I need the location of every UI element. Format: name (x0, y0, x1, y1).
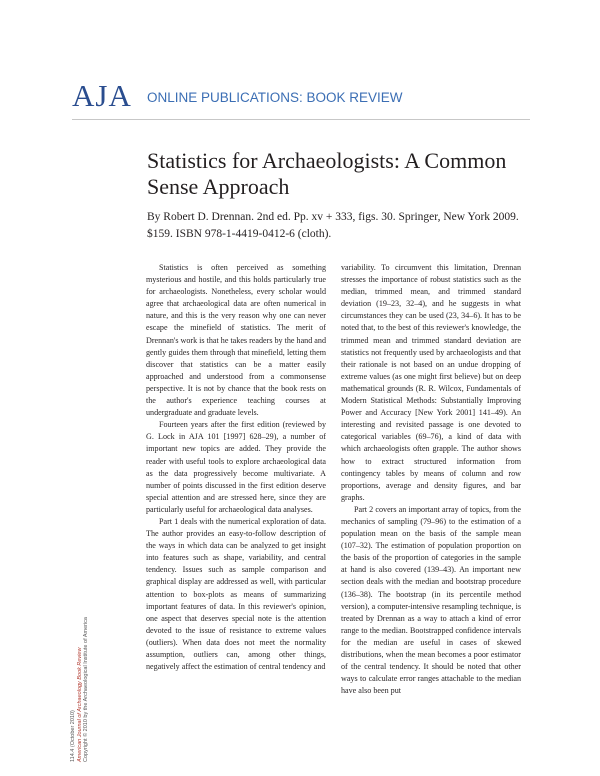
body-column-left (146, 262, 326, 673)
section-label: ONLINE PUBLICATIONS: BOOK REVIEW (147, 90, 403, 105)
body-column-right (341, 262, 521, 697)
copyright-label: Copyright © 2010 by the Archaeological Institute of America (83, 617, 89, 762)
masthead (72, 80, 532, 112)
article-title: Statistics for Archaeologists: A Common Sense Approach (147, 148, 507, 199)
journal-label: American Journal of Archaeology Book Review (76, 647, 83, 762)
paragraph: variability. To circumvent this limitation, Drennan stresses the importance of robust statistics such as the median, trimmed mean, and trimmed standard deviation (19–23, 32–4), and he suggests in what circumstances they can be used (23, 34–6). It has to be noted that, to the best of this reviewer's knowledge, the trimmed mean and trimmed standard deviation are statistics not frequently used by archaeologists and that their rationale is not based on an undue dropping of extreme values (as one might first believe) but on deep mathematical grounds (R. R. Wilcox, Fundamentals of Modern Statistical Methods: Substantially Improving Power and Accuracy [New York 2001] 141–49). An interesting and revisited passage is one devoted to categorical variables (69–76), a kind of data with which archaeologists often grapple. The author shows how to extract structured information from contingency tables by means of column and row proportions, average and density figures, and bar graphs. (341, 263, 521, 502)
issue-label: 114.4 (October 2010) (70, 710, 76, 762)
paragraph: Fourteen years after the first edition (reviewed by G. Lock in AJA 101 [1997] 628–29), a number of important new topics are added. They provide the reader with useful tools to explore archaeological data as the data progressively become multivariate. A number of points discussed in the first edition deserve special attention and are stressed here, since they are particularly useful for archaeological data analyses. (146, 420, 326, 514)
paragraph: Part 1 deals with the numerical exploration of data. The author provides an easy-to-follow description of the ways in which data can be analyzed to get insight into features such as shape, variability, and central tendency. Issues such as sample comparison and graphical display are addressed as well, with particular attention to box-plots as means of summarizing important features of data. In this reviewer's opinion, one aspect that deserves special note is the attention devoted to the issue of resistance to extreme values (outliers). When data does not meet the normality assumption, outliers can, among other things, negatively affect the estimation of central tendency and (146, 516, 326, 672)
journal-logo: AJA (72, 78, 132, 113)
header-rule (72, 119, 530, 120)
article-byline: By Robert D. Drennan. 2nd ed. Pp. xv + 333, figs. 30. Springer, New York 2009. $159. ISBN 978-1-4419-0412-6 (cloth). (147, 211, 519, 240)
paragraph: Statistics is often perceived as something mysterious and hostile, and this holds particularly true for archaeologists. Nonetheless, every scholar would agree that archaeological data are often numerical in nature, and this is the very reason why one can never escape the minefield of statistics. The merit of Drennan's work is that he takes readers by the hand and gently guides them through that minefield, letting them discover that statistics can be a matter easily approached and understood from a commonsense perspective. It is not by chance that the book rests on the author's experience teaching courses at undergraduate and graduate levels. (146, 263, 326, 418)
side-citation (70, 617, 90, 762)
paragraph: Part 2 covers an important array of topics, from the mechanics of sampling (79–96) to the estimation of a population mean on the basis of the sample mean (107–32). The estimation of population proportion on the basis of the proportion of categories in the sample at hand is also covered (139–43). An important new section deals with the median and bootstrap procedure (136–38). The bootstrap (in its percentile method version), a computer-intensive resampling technique, is treated by Drennan as a way to attach a kind of error range to the median. Bootstrapped confidence intervals for the median are useful in cases of skewed distributions, when the mean becomes a poor estimator of the central tendency. It should be noted that other ways to calculate error ranges attachable to the median have also been put (341, 504, 521, 696)
